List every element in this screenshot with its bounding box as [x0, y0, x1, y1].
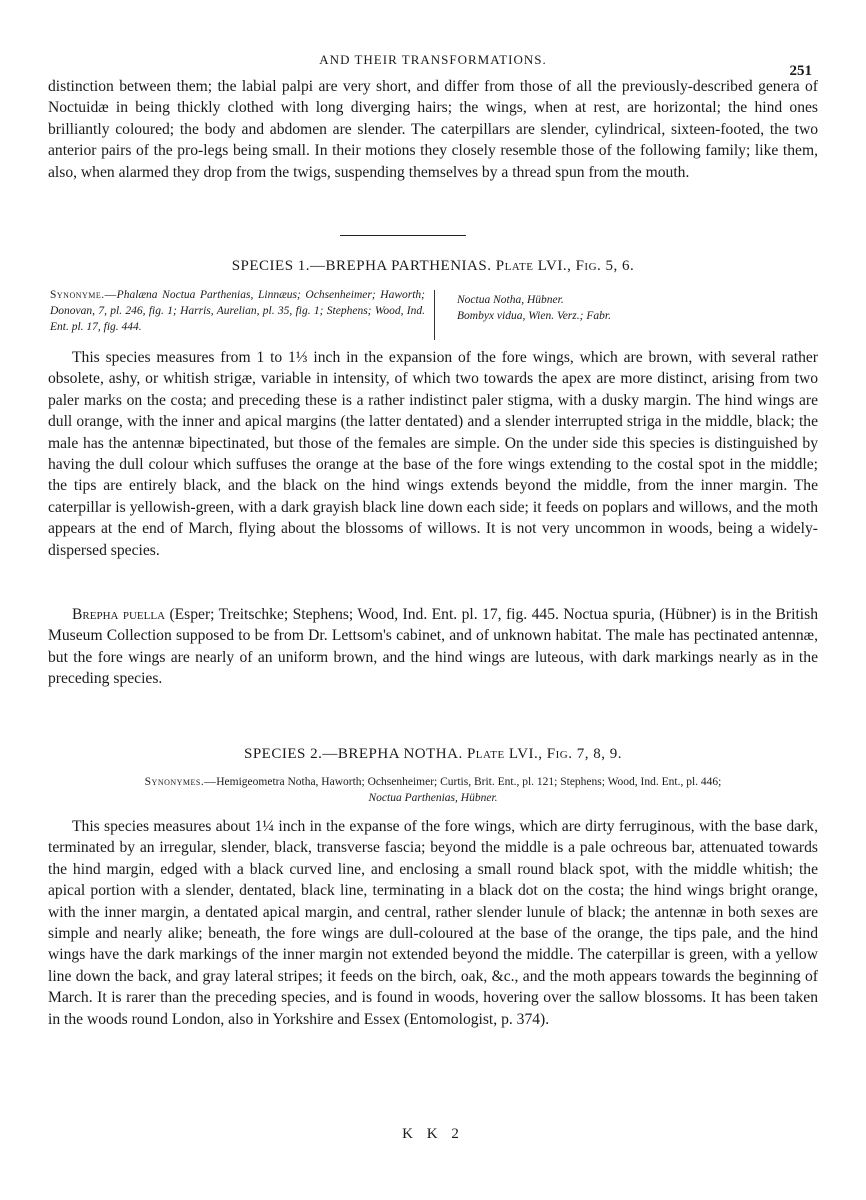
synonyms-text: Phalæna Noctua Parthenias, Linnæus; Ochsenheimer; Haworth; Donovan, 7, pl. 246, fig. 1; Harris, Aurelian, pl. 35, fig. 1; Stephens; Wood, Ind. Ent. pl. 17, fig. 444. — [50, 289, 425, 333]
synonyms-line-2: Noctua Parthenias, Hübner. — [368, 792, 498, 804]
synonyms-line-1: Hemigeometra Notha, Haworth; Ochsenheimer; Curtis, Brit. Ent., pl. 121; Stephens; Wood, Ind. Ent., pl. 446; — [216, 776, 722, 788]
species-1-synonyms-right — [457, 292, 717, 324]
species-1-note — [48, 604, 818, 690]
species-2-plate-ref: Plate LVI., Fig. 7, 8, 9. — [466, 746, 622, 762]
brepha-puella-name: Brepha puella — [72, 606, 166, 623]
synonyms-column-divider — [434, 290, 435, 340]
species-1-synonyms-left — [50, 287, 425, 335]
species-2-heading — [0, 746, 866, 763]
species-1-description: This species measures from 1 to 1⅓ inch in the expansion of the fore wings, which are brown, with several rather obsolete, ashy, or whitish strigæ, variable in intensity, of which two towards the apex are more distinct, arising from two paler marks on the costa; and preceding these is a rather indistinct paler stigma, with a dusky margin. The hind wings are dull orange, with the inner and apical margins (the latter dentated) and a slender interrupted striga in the middle, black; the male has the antennæ bipectinated, but those of the females are simple. On the under side this species is distinguished by having the dull colour which suffuses the orange at the base of the fore wings extending to the costal spot in the middle; the tips are entirely black, and the black on the hind wings extends beyond the middle, from the inner margin. The caterpillar is yellowish-green, with a dark grayish black line down each side; it feeds on poplars and willows, and the moth appears at the end of March, flying about the blossoms of willows. It is not very uncommon in woods, being a widely-dispersed species. — [48, 349, 818, 559]
species-2-synonyms — [48, 774, 818, 806]
synonym-bombyx-vidua: Bombyx vidua, Wien. Verz.; Fabr. — [457, 310, 611, 322]
synonyms-label: Synonyme.— — [50, 289, 117, 301]
signature-mark: K K 2 — [402, 1126, 464, 1142]
section-divider — [340, 235, 466, 236]
species-2-description: This species measures about 1¼ inch in the expanse of the fore wings, which are dirty ferruginous, with the base dark, terminated by an irregular, slender, black, transverse fascia; beyond the middle is a pale ochreous bar, attenuated towards the hind margin, edged with a black curved line, and enclosing a small round black spot, with the middle whitish; the apical portion with a slender, dentated, black line, terminating in a black dot on the costa; the hind wings bright orange, with the inner margin, a dentated apical margin, and central, rather slender lunule of black; the antennæ in both sexes are simple and nearly alike; beneath, the fore wings are dull-coloured at the base of the orange, the tips pale, and the hind wings have the dark markings of the inner margin not extended beyond the middle. The caterpillar is green, with a yellow line down the back, and gray lateral stripes; it feeds on the birch, oak, &c., and the moth appears towards the beginning of March. It is rarer than the preceding species, and is found in woods, hovering over the sallow blossoms. It has been taken in the woods round London, also in Yorkshire and Essex (Entomologist, p. 374). — [48, 818, 818, 1028]
running-head: AND THEIR TRANSFORMATIONS. — [319, 52, 547, 67]
synonyms-label: Synonymes.— — [144, 776, 217, 788]
species-1-plate-ref: Plate LVI., Fig. 5, 6. — [495, 258, 635, 274]
page-number: 251 — [789, 63, 812, 79]
species-2-title: SPECIES 2.—BREPHA NOTHA. — [244, 746, 463, 762]
species-1-heading — [0, 258, 866, 275]
synonym-noctua-notha: Noctua Notha, Hübner. — [457, 294, 564, 306]
brepha-puella-text: (Esper; Treitschke; Stephens; Wood, Ind. Ent. pl. 17, fig. 445. Noctua spuria, (Hübner) is in the British Museum Collection supposed to be from Dr. Lettsom's cabinet, and of unknown habitat. The male has pectinated antennæ, but the fore wings are nearly of an uniform brown, and the hind wings are luteous, with dark markings nearly as in the preceding species. — [48, 606, 818, 688]
species-1-title: SPECIES 1.—BREPHA PARTHENIAS. — [231, 258, 492, 274]
intro-paragraph: distinction between them; the labial palpi are very short, and differ from those of all the previously-described genera of Noctuidæ in being thickly clothed with long diverging hairs; the wings, when at rest, are horizontal; the hind ones brilliantly coloured; the body and abdomen are slender. The caterpillars are slender, cylindrical, sixteen-footed, the two anterior pairs of the pro-legs being small. In their motions they closely resemble those of the following family; like them, also, when alarmed they drop from the twigs, suspending themselves by a thread spun from the mouth. — [48, 78, 818, 181]
